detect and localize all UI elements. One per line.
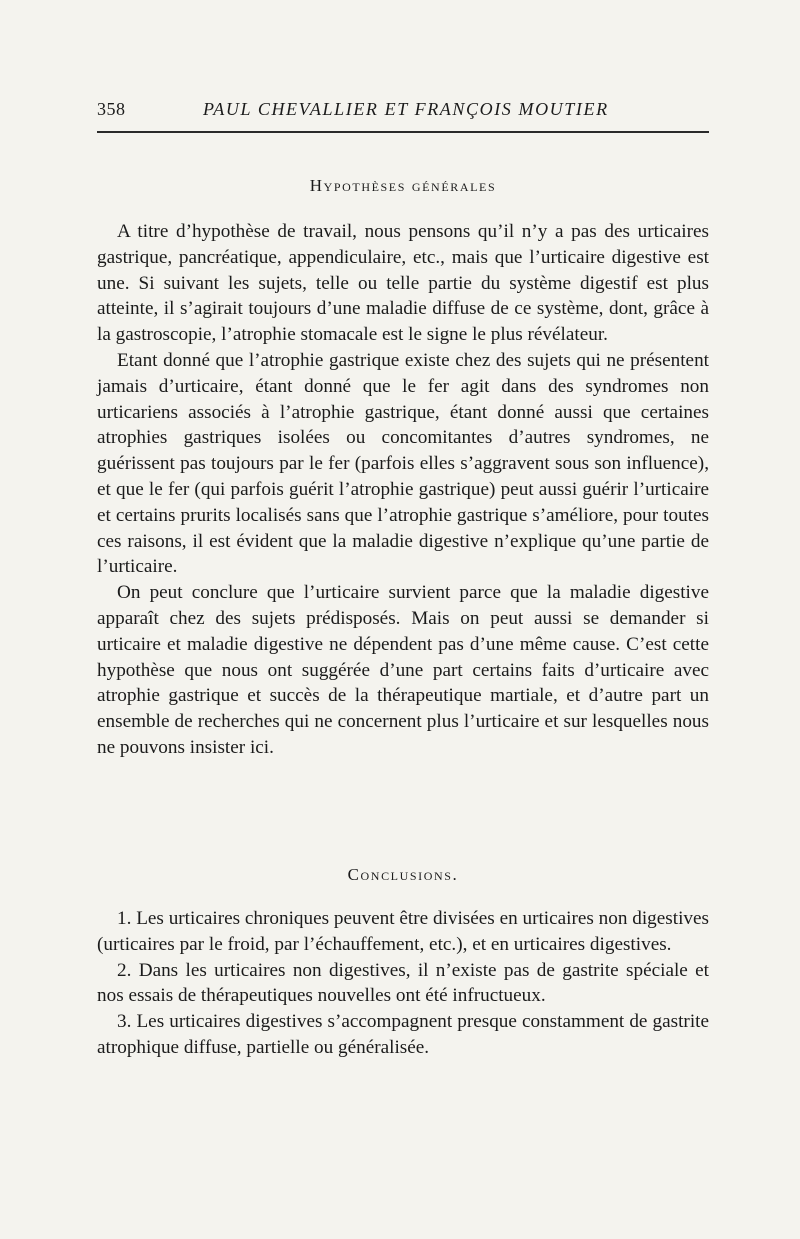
conclusion-item: 3. Les urticaires digestives s’accompagnent presque constamment de gastrite atrophique diffuse, partielle ou généralisée.: [97, 1011, 709, 1058]
page-number: 358: [97, 99, 126, 119]
paragraph: A titre d’hypothèse de travail, nous pensons qu’il n’y a pas des urticaires gastrique, pancréatique, appendiculaire, etc., mais que l’urticaire digestive est une. Si suivant les sujets, telle ou telle partie du système digestif est plus atteinte, il s’agirait toujours d’une maladie diffuse de ce système, dont, grâce à la gastroscopie, l’atrophie stomacale est le signe le plus révélateur.: [97, 221, 709, 346]
paragraph: Etant donné que l’atrophie gastrique existe chez des sujets qui ne présentent jamais d’urticaire, étant donné que le fer agit dans des syndromes non urticariens associés à l’atrophie gastrique, étant donné aussi que certaines atrophies gastriques isolées ou concomitantes d’autres syndromes, ne guérissent pas toujours par le fer (parfois elles s’aggravent sous son influence), et que le fer (qui parfois guérit l’atrophie gastrique) peut aussi guérir l’urticaire et certains prurits localisés sans que l’atrophie gastrique s’améliore, pour toutes ces raisons, il est évident que la maladie digestive n’explique qu’une partie de l’urticaire.: [97, 349, 709, 578]
conclusion-item: 1. Les urticaires chroniques peuvent être divisées en urticaires non digestives (urticaires par le froid, par l’échauffement, etc.), et en urticaires digestives.: [97, 908, 709, 955]
section-conclusions-body: [97, 906, 709, 1061]
conclusion-item: 2. Dans les urticaires non digestives, il n’existe pas de gastrite spéciale et nos essais de thérapeutiques nouvelles ont été infructueux.: [97, 959, 709, 1007]
section-heading-conclusions: Conclusions.: [347, 865, 459, 884]
running-head: [97, 99, 709, 123]
section-hypotheses-body: [97, 219, 709, 761]
header-rule: [97, 131, 709, 133]
running-title: PAUL CHEVALLIER ET FRANÇOIS MOUTIER: [203, 99, 609, 119]
section-heading-hypotheses: Hypothèses générales: [309, 176, 497, 195]
paragraph: On peut conclure que l’urticaire survient parce que la maladie digestive apparaît chez des sujets prédisposés. Mais on peut aussi se demander si urticaire et maladie digestive ne dépendent pas d’une même cause. C’est cette hypothèse que nous ont suggérée d’une part certains faits d’urticaire avec atrophie gastrique et succès de la thérapeutique martiale, et d’autre part un ensemble de recherches qui ne concernent plus l’urticaire et sur lesquelles nous ne pouvons insister ici.: [97, 582, 709, 758]
